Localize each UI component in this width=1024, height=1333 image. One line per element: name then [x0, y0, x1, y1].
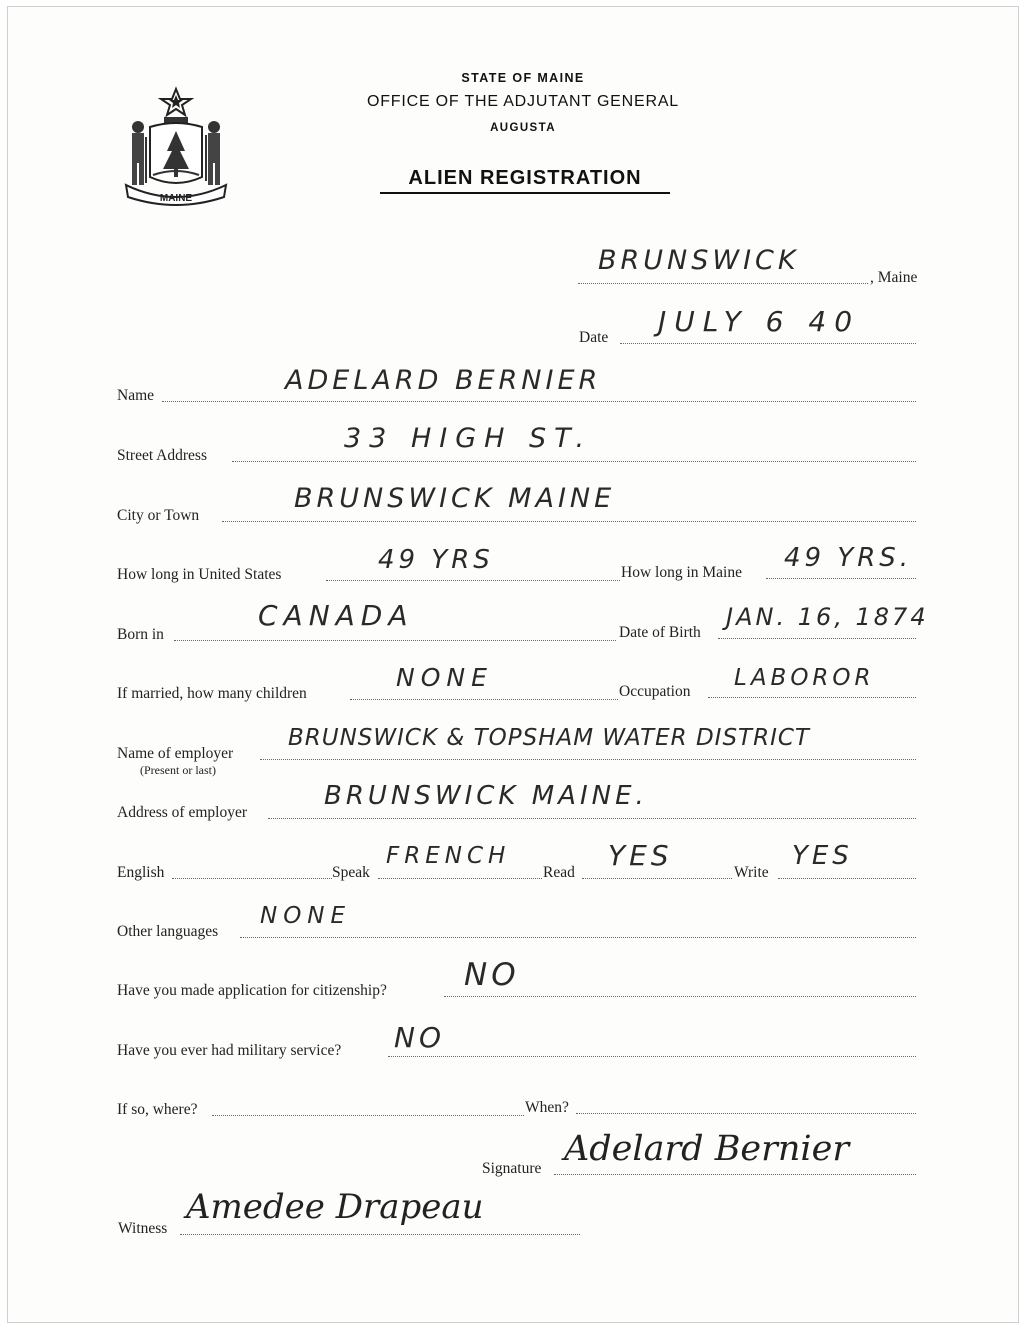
how-long-us-value: 49 YRS [378, 545, 494, 575]
date-of-birth-label: Date of Birth [619, 624, 701, 641]
how-long-maine-label: How long in Maine [621, 564, 742, 581]
date-of-birth-value: JAN. 16, 1874 [726, 603, 929, 631]
city-town-value: BRUNSWICK MAINE [294, 483, 616, 514]
write-value: YES [792, 841, 853, 871]
occupation-label: Occupation [619, 683, 691, 700]
maine-seal-icon [120, 85, 232, 207]
born-in-label: Born in [117, 626, 164, 643]
occupation-value: LABOROR [734, 665, 875, 691]
military-label: Have you ever had military service? [117, 1042, 342, 1059]
when-label: When? [525, 1099, 569, 1116]
other-languages-label: Other languages [117, 923, 219, 940]
city-town-label: City or Town [117, 507, 200, 524]
citizenship-label: Have you made application for citizenship? [117, 982, 387, 999]
signature-value: Adelard Bernier [564, 1129, 850, 1169]
children-value: NONE [396, 663, 493, 692]
write-label: Write [734, 864, 769, 881]
header-city: AUGUSTA [490, 122, 556, 134]
signature-label: Signature [482, 1160, 542, 1177]
how-long-us-label: How long in United States [117, 566, 282, 583]
children-label: If married, how many children [117, 685, 307, 702]
witness-value: Amedee Drapeau [186, 1187, 484, 1227]
street-label: Street Address [117, 447, 207, 464]
read-value: YES [608, 839, 673, 872]
employer-value: BRUNSWICK & TOPSHAM WATER DISTRICT [288, 725, 810, 751]
born-in-value: CANADA [258, 599, 414, 632]
name-label: Name [117, 387, 155, 404]
header-state: STATE OF MAINE [461, 71, 585, 85]
read-label: Read [543, 864, 575, 881]
employer-address-value: BRUNSWICK MAINE. [324, 781, 648, 811]
citizenship-value: NO [464, 957, 520, 993]
employer-address-label: Address of employer [117, 804, 247, 821]
how-long-maine-value: 49 YRS. [784, 543, 913, 573]
employer-note: (Present or last) [140, 763, 216, 777]
header-office: OFFICE OF THE ADJUTANT GENERAL [366, 93, 680, 110]
witness-label: Witness [118, 1220, 168, 1237]
if-so-where-label: If so, where? [117, 1101, 198, 1118]
employer-label: Name of employer [117, 745, 234, 762]
military-value: NO [394, 1021, 445, 1054]
english-label: English [117, 864, 165, 881]
date-label: Date [579, 329, 609, 346]
svg-text:MAINE: MAINE [159, 193, 193, 204]
town-value: BRUNSWICK [598, 245, 800, 276]
registration-form [7, 6, 1019, 1323]
name-value: ADELARD BERNIER [285, 365, 602, 396]
speak-label: Speak [332, 864, 370, 881]
date-value: JULY 6 40 [658, 305, 861, 338]
maine-label: , Maine [870, 269, 918, 286]
form-title: ALIEN REGISTRATION [380, 167, 670, 194]
street-value: 33 HIGH ST. [344, 423, 593, 454]
speak-value: FRENCH [386, 843, 511, 869]
other-languages-value: NONE [260, 903, 352, 929]
